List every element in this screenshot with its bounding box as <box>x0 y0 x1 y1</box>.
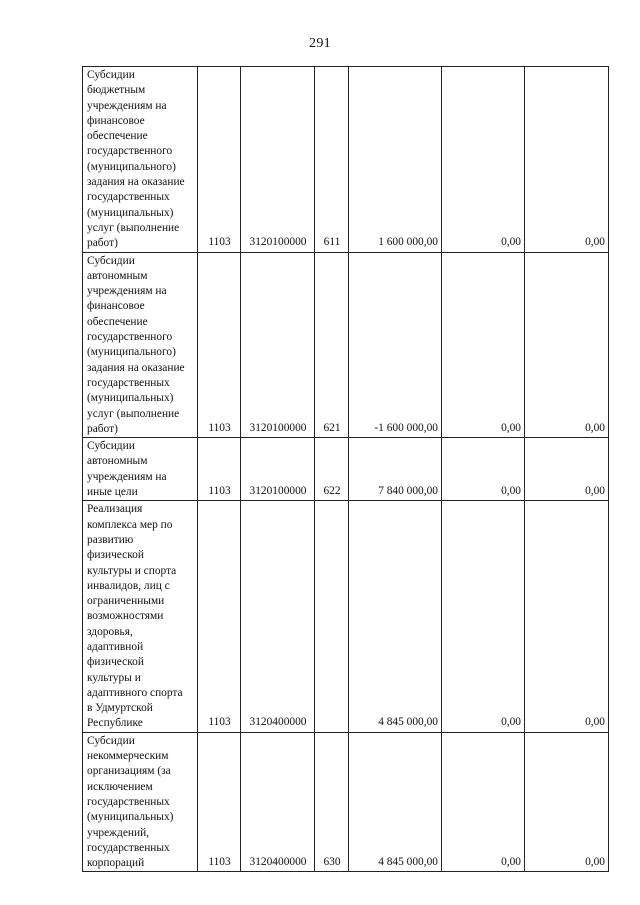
section-code-cell: 1103 <box>198 438 241 501</box>
table-row <box>83 732 609 872</box>
amount-cell-3: 0,00 <box>525 438 609 501</box>
amount-cell-2: 0,00 <box>442 438 525 501</box>
budget-table <box>82 66 609 872</box>
target-item-code-cell: 3120400000 <box>241 732 315 872</box>
amount-cell-1: 7 840 000,00 <box>349 438 442 501</box>
amount-cell-1: -1 600 000,00 <box>349 252 442 438</box>
amount-cell-2: 0,00 <box>442 501 525 732</box>
expense-type-code-cell: 622 <box>315 438 349 501</box>
section-code-cell: 1103 <box>198 252 241 438</box>
expense-type-code-cell: 630 <box>315 732 349 872</box>
row-description: Субсидии автономным учреждениям на иные цели <box>83 438 198 501</box>
target-item-code-cell: 3120100000 <box>241 252 315 438</box>
amount-cell-1: 4 845 000,00 <box>349 501 442 732</box>
amount-cell-2: 0,00 <box>442 252 525 438</box>
expense-type-code-cell <box>315 501 349 732</box>
amount-cell-3: 0,00 <box>525 67 609 253</box>
row-description: Субсидии некоммерческим организациям (за исключением государственных (муниципальных) учреждений, государственных корпораций <box>83 732 198 872</box>
target-item-code-cell: 3120400000 <box>241 501 315 732</box>
amount-cell-2: 0,00 <box>442 67 525 253</box>
section-code-cell: 1103 <box>198 501 241 732</box>
table-row <box>83 501 609 732</box>
target-item-code-cell: 3120100000 <box>241 438 315 501</box>
amount-cell-3: 0,00 <box>525 732 609 872</box>
table-row <box>83 252 609 438</box>
section-code-cell: 1103 <box>198 732 241 872</box>
amount-cell-3: 0,00 <box>525 501 609 732</box>
amount-cell-2: 0,00 <box>442 732 525 872</box>
row-description: Реализация комплекса мер по развитию физической культуры и спорта инвалидов, лиц с ограниченными возможностями здоровья, адаптивной физической культуры и адаптивного спорта в Удмуртской Республике <box>83 501 198 732</box>
amount-cell-1: 4 845 000,00 <box>349 732 442 872</box>
row-description: Субсидии бюджетным учреждениям на финансовое обеспечение государственного (муниципального) задания на оказание государственных (муниципальных) услуг (выполнение работ) <box>83 67 198 253</box>
amount-cell-3: 0,00 <box>525 252 609 438</box>
row-description: Субсидии автономным учреждениям на финансовое обеспечение государственного (муниципального) задания на оказание государственных (муниципальных) услуг (выполнение работ) <box>83 252 198 438</box>
expense-type-code-cell: 611 <box>315 67 349 253</box>
section-code-cell: 1103 <box>198 67 241 253</box>
page-number: 291 <box>309 36 331 51</box>
table-row <box>83 67 609 253</box>
expense-type-code-cell: 621 <box>315 252 349 438</box>
table-row <box>83 438 609 501</box>
amount-cell-1: 1 600 000,00 <box>349 67 442 253</box>
target-item-code-cell: 3120100000 <box>241 67 315 253</box>
